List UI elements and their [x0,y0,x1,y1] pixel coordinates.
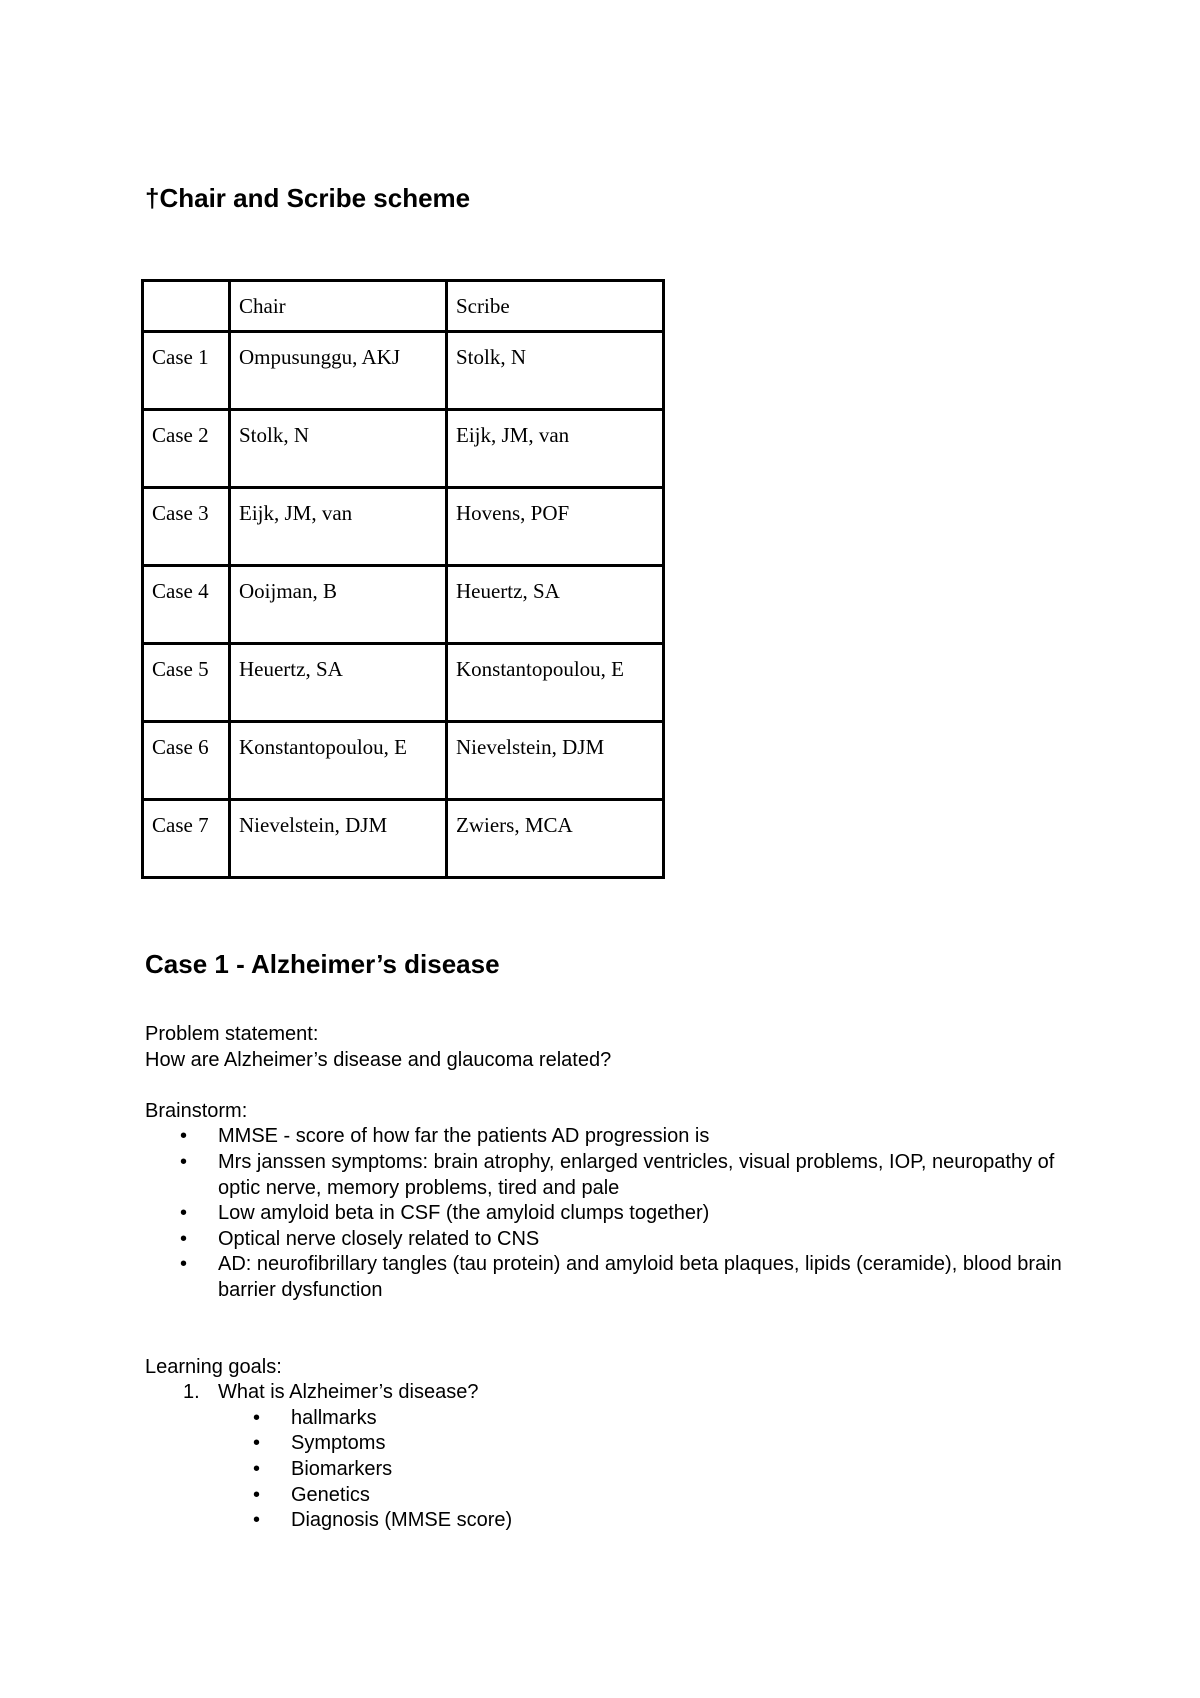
case-cell: Case 7 [143,800,230,878]
problem-text: How are Alzheimer’s disease and glaucoma related? [145,1048,612,1071]
goal-item [183,1380,1065,1534]
header-cell-chair: Chair [230,281,447,332]
list-item: • Mrs janssen symptoms: brain atrophy, enlarged ventricles, visual problems, IOP, neuropathy of optic nerve, memory problems, tired and pale [218,1150,1065,1201]
chair-cell: Eijk, JM, van [230,488,447,566]
list-item: • Symptoms [291,1431,1065,1457]
list-item: • AD: neurofibrillary tangles (tau protein) and amyloid beta plaques, lipids (ceramide), blood brain barrier dysfunction [218,1252,1065,1303]
learning-goals-list [145,1380,1065,1534]
scribe-cell: Eijk, JM, van [447,410,664,488]
problem-label: Problem statement: [145,1023,319,1045]
goal-subitems [218,1406,1065,1534]
case1-body [145,1022,1065,1534]
goal-text: What is Alzheimer’s disease? [218,1381,479,1404]
case-cell: Case 4 [143,566,230,644]
case-cell: Case 2 [143,410,230,488]
chair-scribe-table [141,279,665,879]
table-header-row [143,281,664,332]
case1-heading: Case 1 - Alzheimer’s disease [145,949,500,979]
chair-cell: Ooijman, B [230,566,447,644]
scribe-cell: Stolk, N [447,332,664,410]
scribe-cell: Nievelstein, DJM [447,722,664,800]
scribe-cell: Zwiers, MCA [447,800,664,878]
list-item: • MMSE - score of how far the patients AD progression is [218,1124,1065,1150]
header-cell-blank [143,281,230,332]
case-cell: Case 1 [143,332,230,410]
header-cell-scribe: Scribe [447,281,664,332]
scheme-heading: †Chair and Scribe scheme [145,183,471,213]
list-item: • Diagnosis (MMSE score) [291,1508,1065,1534]
case-cell: Case 6 [143,722,230,800]
table-row [143,488,664,566]
chair-cell: Heuertz, SA [230,644,447,722]
list-item: • Low amyloid beta in CSF (the amyloid clumps together) [218,1201,1065,1227]
brainstorm-label: Brainstorm: [145,1099,248,1122]
case-cell: Case 3 [143,488,230,566]
table-row [143,644,664,722]
list-item: • Genetics [291,1483,1065,1509]
learning-goals-label: Learning goals: [145,1355,282,1378]
list-item: • Optical nerve closely related to CNS [218,1227,1065,1253]
table-row [143,800,664,878]
list-item: • hallmarks [291,1406,1065,1432]
scribe-cell: Hovens, POF [447,488,664,566]
brainstorm-list [145,1124,1065,1303]
chair-cell: Nievelstein, DJM [230,800,447,878]
case-cell: Case 5 [143,644,230,722]
goal-number: 1. [183,1381,200,1404]
scribe-cell: Konstantopoulou, E [447,644,664,722]
chair-cell: Ompusunggu, AKJ [230,332,447,410]
chair-cell: Stolk, N [230,410,447,488]
table-row [143,722,664,800]
table-row [143,566,664,644]
list-item: • Biomarkers [291,1457,1065,1483]
table-row [143,332,664,410]
chair-cell: Konstantopoulou, E [230,722,447,800]
table-row [143,410,664,488]
scribe-cell: Heuertz, SA [447,566,664,644]
